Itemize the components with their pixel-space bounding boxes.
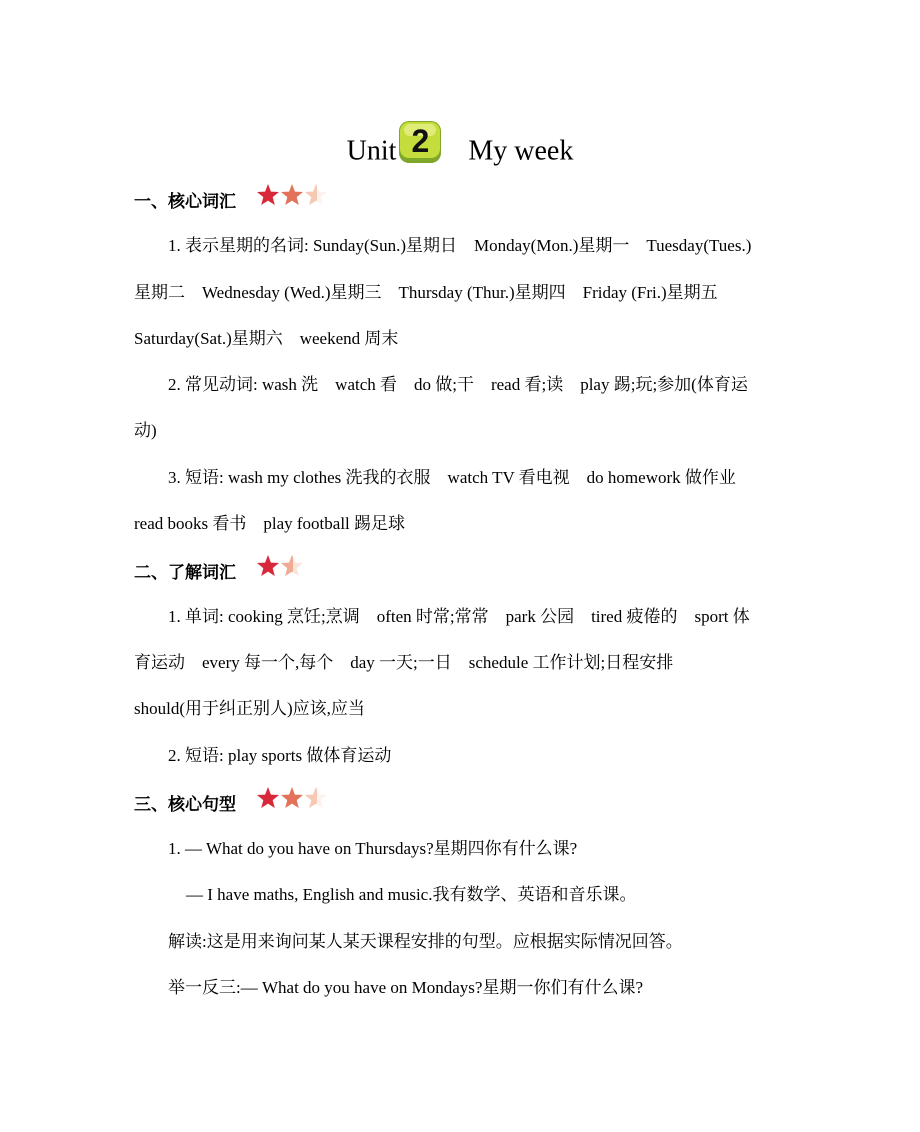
star-rating [256, 183, 330, 215]
section-heading-core-sentences [134, 789, 330, 821]
text-line: 举一反三:— What do you have on Mondays?星期一你们有什么课? [168, 978, 643, 997]
text-line: 育运动 every 每一个,每个 day 一天;一日 schedule 工作计划;日程安排 [134, 653, 674, 672]
star-full-icon [281, 184, 303, 205]
title-unit-word: Unit [346, 135, 397, 167]
section-heading-text: 三、核心句型 [134, 795, 236, 815]
section-heading-text: 二、了解词汇 [134, 563, 236, 583]
star-full-icon [281, 787, 303, 808]
page-title [0, 120, 920, 182]
text-line: 星期二 Wednesday (Wed.)星期三 Thursday (Thur.)星期四 Friday (Fri.)星期五 [134, 283, 718, 302]
text-line: Saturday(Sat.)星期六 weekend 周末 [134, 329, 399, 348]
text-line: should(用于纠正别人)应该,应当 [134, 699, 365, 718]
star-full-icon [257, 184, 279, 205]
text-line: 解读:这是用来询问某人某天课程安排的句型。应根据实际情况回答。 [168, 932, 683, 951]
star-full-icon [257, 555, 279, 576]
unit-number: 2 [411, 122, 430, 159]
section-heading-understand-vocabulary [134, 557, 306, 589]
text-line: 1. 单词: cooking 烹饪;烹调 often 时常;常常 park 公园 tired 疲倦的 sport 体 [168, 607, 750, 626]
text-line: 3. 短语: wash my clothes 洗我的衣服 watch TV 看电视 do homework 做作业 [168, 468, 736, 487]
text-line: 2. 常见动词: wash 洗 watch 看 do 做;干 read 看;读 play 踢;玩;参加(体育运 [168, 375, 748, 394]
text-line: read books 看书 play football 踢足球 [134, 514, 406, 533]
text-line: 2. 短语: play sports 做体育运动 [168, 746, 392, 765]
text-line: 1. — What do you have on Thursdays?星期四你有什么课? [168, 839, 578, 858]
text-line: 1. 表示星期的名词: Sunday(Sun.)星期日 Monday(Mon.)星期一 Tuesday(Tues.) [168, 236, 752, 255]
section-heading-core-vocabulary [134, 186, 330, 218]
unit-number-badge [398, 120, 442, 164]
star-rating [256, 554, 306, 586]
star-full-icon [257, 787, 279, 808]
section-heading-text: 一、核心词汇 [134, 192, 236, 212]
star-rating [256, 786, 330, 818]
title-topic: My week [468, 135, 574, 167]
text-line: 动) [134, 421, 157, 440]
text-line: — I have maths, English and music.我有数学、英语和音乐课。 [186, 885, 637, 904]
